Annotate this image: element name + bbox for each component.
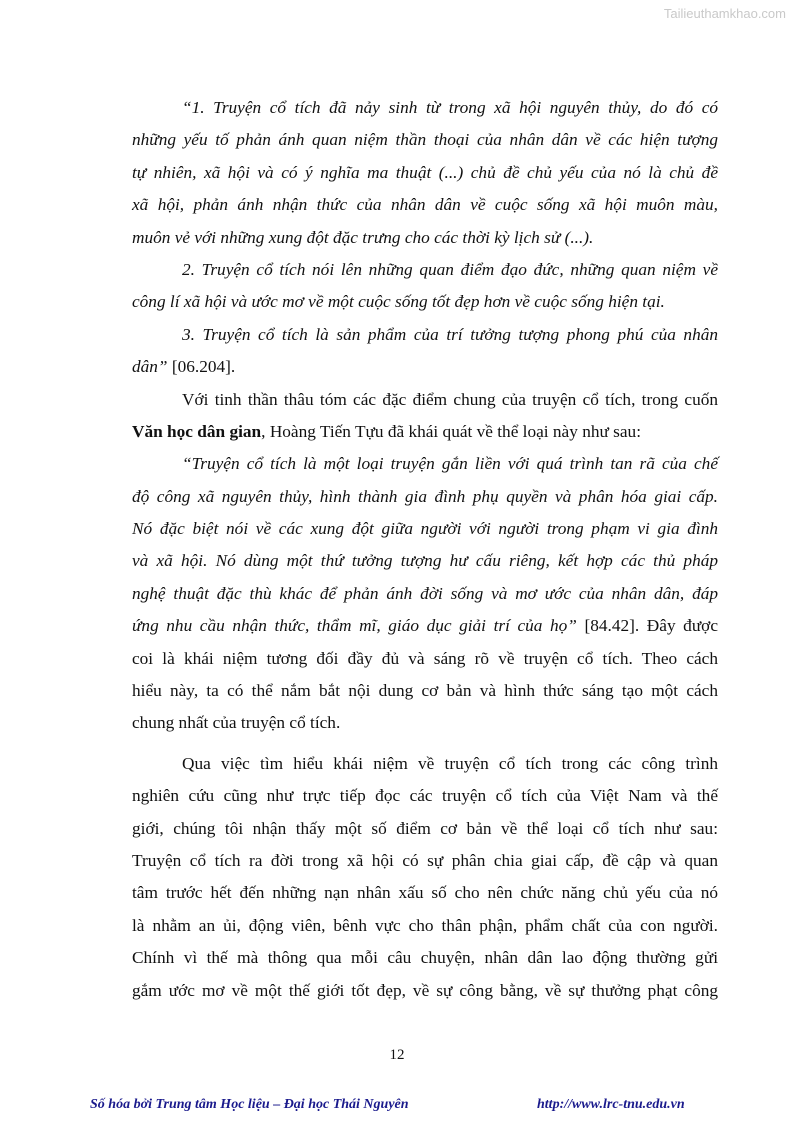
paragraph-line: giới, chúng tôi nhận thấy một số điểm cơ bản về thể loại cổ tích như sau: [132, 818, 718, 838]
paragraph-line: hiểu này, ta có thể nắm bắt nội dung cơ bản và hình thức sáng tạo một cách [132, 681, 718, 701]
quote-line: “1. Truyện cổ tích đã nảy sinh từ trong xã hội nguyên thủy, do đó có [182, 98, 718, 117]
page-body [132, 92, 718, 1007]
footer-source: Số hóa bởi Trung tâm Học liệu – Đại học Thái Nguyên [90, 1097, 409, 1112]
footer-url[interactable]: http://www.lrc-tnu.edu.vn [537, 1097, 685, 1112]
quote-end: ứng nhu cầu nhận thức, thẩm mĩ, giáo dục giải trí của họ” [132, 616, 577, 636]
citation-ref: [84.42]. Đây được [576, 616, 718, 636]
quote-line: xã hội, phản ánh nhận thức của nhân dân về cuộc sống xã hội muôn màu, [132, 195, 718, 215]
paragraph-line: Truyện cổ tích ra đời trong xã hội có sự phân chia giai cấp, đề cập và quan [132, 850, 718, 870]
watermark-text: Tailieuthamkhao.com [663, 6, 786, 21]
paragraph-line: coi là khái niệm tương đối đầy đủ và sáng rõ về truyện cổ tích. Theo cách [132, 648, 718, 668]
quote-line: độ công xã nguyên thủy, hình thành gia đình phụ quyền và phân hóa giai cấp. [132, 486, 718, 506]
paragraph-line: chung nhất của truyện cổ tích. [132, 713, 341, 733]
quote-line: và xã hội. Nó dùng một thứ tưởng tượng hư cấu riêng, kết hợp các thủ pháp [132, 551, 718, 571]
paragraph-line: Qua việc tìm hiểu khái niệm về truyện cổ tích trong các công trình [182, 753, 718, 773]
quote-end: dân” [132, 357, 168, 377]
book-title: Văn học dân gian [132, 421, 262, 441]
paragraph-line: Với tinh thần thâu tóm các đặc điểm chung của truyện cổ tích, trong cuốn [182, 389, 718, 409]
quote-line: 2. Truyện cổ tích nói lên những quan điểm đạo đức, những quan niệm về [182, 259, 718, 279]
page-number: 12 [389, 1047, 405, 1063]
paragraph-line: là nhằm an ủi, động viên, bênh vực cho thân phận, phẩm chất của con người. [132, 915, 718, 935]
paragraph-line: Chính vì thế mà thông qua mỗi câu chuyện, nhân dân lao động thường gửi [132, 948, 718, 968]
paragraph-line [132, 416, 718, 448]
quote-line: muôn vẻ với những xung đột đặc trưng cho các thời kỳ lịch sử (...). [132, 227, 594, 247]
citation-ref: [06.204]. [167, 357, 236, 377]
quote-line: “Truyện cổ tích là một loại truyện gắn liền với quá trình tan rã của chế [182, 454, 718, 474]
paragraph-line [132, 610, 718, 642]
paragraph-line: nghiên cứu cũng như trực tiếp đọc các truyện cổ tích của Việt Nam và thế [132, 786, 718, 806]
citation-line [132, 351, 718, 383]
quote-line: những yếu tố phản ánh quan niệm thần thoại của nhân dân về các hiện tượng [132, 130, 718, 150]
quote-line: Nó đặc biệt nói về các xung đột giữa người với người trong phạm vi gia đình [132, 519, 718, 539]
quote-line: nghệ thuật đặc thù khác để phản ánh đời sống và mơ ước của nhân dân, đáp [132, 583, 718, 603]
paragraph-line: gắm ước mơ về một thế giới tốt đẹp, về sự công bằng, về sự thưởng phạt công [132, 980, 718, 1000]
paragraph-text: , Hoàng Tiến Tựu đã khái quát về thể loại này như sau: [261, 421, 641, 441]
quote-line: công lí xã hội và ước mơ về một cuộc sống tốt đẹp hơn về cuộc sống hiện tại. [132, 292, 665, 312]
paragraph-line: tâm trước hết đến những nạn nhân xấu số cho nên chức năng chủ yếu của nó [132, 883, 718, 903]
quote-line: tự nhiên, xã hội và có ý nghĩa ma thuật (...) chủ đề chủ yếu của nó là chủ đề [132, 162, 718, 182]
quote-line: 3. Truyện cổ tích là sản phẩm của trí tưởng tượng phong phú của nhân [182, 324, 718, 344]
